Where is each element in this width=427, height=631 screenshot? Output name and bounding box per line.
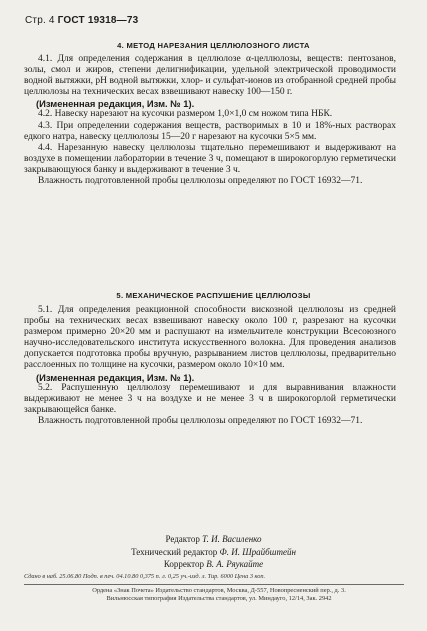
editor-line: Редактор Т. И. Василенко xyxy=(165,534,262,544)
credits-block xyxy=(0,533,427,571)
amendment-note: (Измененная редакция, Изм. № 1). xyxy=(36,98,195,110)
section-5-heading: 5. МЕХАНИЧЕСКОЕ РАСПУШЕНИЕ ЦЕЛЛЮЛОЗЫ xyxy=(116,291,311,300)
page-header xyxy=(25,15,138,26)
print-imprint: Сдано в наб. 25.06.80 Подп. в печ. 04.10.80 0,375 п. л. 0,25 уч.-изд. л. Тир. 6000 Цена 3 коп. xyxy=(24,573,266,580)
paragraph-4-3: 4.3. При определении содержания веществ, растворимых в 10 и 18%-ных растворах едкого натра, навеску целлюлозы 15—20 г нарезают на кусочки 5×5 мм. xyxy=(24,120,396,142)
section-5-body xyxy=(24,305,396,427)
paragraph-4-4: 4.4. Нарезанную навеску целлюлозы тщательно перемешивают и выдерживают на воздухе в помещении лаборатории в течение 3 ч, помещают в широкогорлую герметически закрывающуюся банку и выдерживают в течение 3 ч. xyxy=(24,142,396,175)
printer-line: Вильнюсская типография Издательства стандартов, ул. Миндауго, 12/14, Зак. 2942 xyxy=(106,595,332,603)
section-4-heading: 4. МЕТОД НАРЕЗАНИЯ ЦЕЛЛЮЛОЗНОГО ЛИСТА xyxy=(117,41,310,50)
amendment-note: (Измененная редакция, Изм. № 1). xyxy=(36,371,195,383)
section-4-body xyxy=(24,54,396,187)
paragraph-5-2: 5.2. Распушенную целлюлозу перемешивают и для выравнивания влажности выдерживают не менее 3 ч на воздухе и не менее 3 ч в широкогорлой герметически закрывающейся банке. xyxy=(24,382,396,415)
page-number: Стр. 4 xyxy=(25,15,55,26)
paragraph-5-moisture: Влажность подготовленной пробы целлюлозы определяют по ГОСТ 16932—71. xyxy=(38,415,363,426)
publisher-line: Ордена «Знак Почета» Издательство стандартов, Москва, Д-557, Новопресненский пер., д. 3. xyxy=(92,587,346,594)
tech-editor-line: Технический редактор Ф. И. Шрайбштейн xyxy=(131,546,296,557)
paragraph-4-1: 4.1. Для определения содержания в целлюлозе α-целлюлозы, веществ: пентозанов, золы, смол и жиров, степени делигнификации, удельной электрической проводимости водной вытяжки, pH водной вытяжки, хлор- и сульфат-ионов из отобранной средней пробы целлюлозы на технических весах взвешивают навеску 100—150 г. xyxy=(24,54,396,98)
proofreader-line: Корректор В. А. Ряукайте xyxy=(163,559,264,569)
publisher-footer xyxy=(24,587,414,603)
paragraph-5-1: 5.1. Для определения реакционной способности вискозной целлюлозы из средней пробы на технических весах взвешивают навеску около 100 г, разрезают на кусочки размером примерно 20×20 мм и распушают на измельчителе конструкции Всесоюзного научно-исследовательского института искусственного волокна. Для проведения анализов допускается подготовка пробы вручную, разрыванием листов целлюлозы, предварительно расслоенных по толщине на кусочки, размером около 10×10 мм. xyxy=(24,305,396,371)
standard-number: ГОСТ 19318—73 xyxy=(57,15,139,26)
paragraph-4-2: 4.2. Навеску нарезают на кусочки размером 1,0×1,0 см ножом типа НБК. xyxy=(38,109,333,120)
paragraph-4-moisture: Влажность подготовленной пробы целлюлозы определяют по ГОСТ 16932—71. xyxy=(38,176,363,187)
footer-divider xyxy=(24,584,404,585)
